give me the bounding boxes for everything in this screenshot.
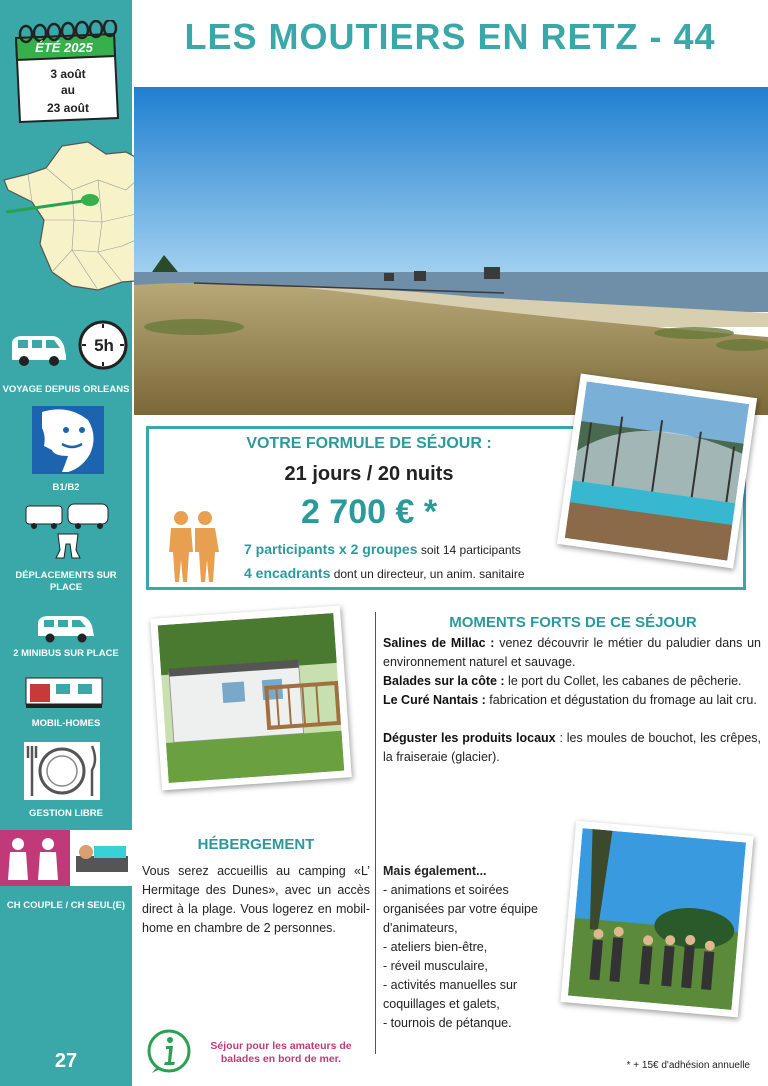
- highlight-item-text: le port du Collet, les cabanes de pêcherie.: [504, 674, 742, 688]
- minibus-icon: [34, 614, 98, 644]
- participants-total: soit 14 participants: [417, 543, 521, 557]
- lodging-label: MOBIL-HOMES: [31, 718, 101, 729]
- list-item: - animations et soirées: [383, 883, 509, 897]
- formula-duration: 21 jours / 20 nuits: [284, 463, 454, 485]
- lodging-title: HÉBERGEMENT: [197, 836, 315, 853]
- calendar-from: 3 août: [50, 67, 86, 81]
- calendar-season: ÉTÉ 2025: [35, 40, 93, 55]
- mobil-home-icon: [22, 674, 108, 712]
- highlight-item-text: venez découvrir le métier du paludier dans un environnement naturel et sauvage.: [383, 636, 761, 669]
- formula-staff: [244, 565, 525, 581]
- highlights-text: [383, 634, 761, 767]
- list-item: - ateliers bien-être,: [383, 940, 488, 954]
- highlight-item-title: Salines de Millac :: [383, 636, 495, 650]
- management-label: GESTION LIBRE: [29, 808, 103, 819]
- beach-photo: [134, 87, 768, 415]
- info-note-line: balades en bord de mer.: [220, 1053, 342, 1065]
- sidebar: [0, 0, 132, 1086]
- staff-count: 4 encadrants: [244, 565, 331, 581]
- participants-count: 7 participants x 2 groupes: [244, 541, 418, 557]
- clock-icon: [76, 318, 130, 372]
- footnote: * + 15€ d'adhésion annuelle: [626, 1060, 750, 1071]
- highlight-item: [383, 691, 761, 710]
- list-item: organisées par votre équipe: [383, 902, 538, 916]
- highlight-item: [383, 729, 761, 767]
- plate-cutlery-icon: [20, 740, 104, 802]
- highlight-item-title: Le Curé Nantais :: [383, 693, 486, 707]
- highlight-item-title: Balades sur la côte :: [383, 674, 505, 688]
- level-label: B1/B2: [52, 482, 80, 493]
- highlight-item: [383, 634, 761, 672]
- travel-label: VOYAGE DEPUIS ORLEANS: [2, 384, 130, 395]
- formula-heading: VOTRE FORMULE DE SÉJOUR :: [246, 435, 492, 452]
- highlight-item-text: : les moules de bouchot, les crêpes, la fraiseraie (glacier).: [383, 731, 761, 764]
- formula-participants: [244, 541, 521, 557]
- highlights-title: MOMENTS FORTS DE CE SÉJOUR: [449, 614, 697, 631]
- info-note-line: Séjour pour les amateurs de: [210, 1040, 352, 1052]
- list-item: - tournois de pétanque.: [383, 1016, 512, 1030]
- group-photo: [560, 821, 753, 1018]
- minibus-label: 2 MINIBUS SUR PLACE: [13, 648, 119, 659]
- staff-detail: dont un directeur, un anim. sanitaire: [330, 567, 525, 581]
- lodging-text: Vous serez accueillis au camping «L’ Hermitage des Dunes», avec un accès direct à la plage. Vous logerez en mobil-home en chambre de 2 personnes.: [142, 864, 370, 935]
- calendar-icon: [12, 20, 120, 126]
- rooms-label: CH COUPLE / CH SEUL(E): [6, 900, 126, 911]
- list-item: coquillages et galets,: [383, 997, 500, 1011]
- van-icon: [8, 332, 70, 368]
- column-divider: [375, 612, 376, 1054]
- mobil-home-photo: [150, 606, 352, 791]
- page-title: LES MOUTIERS EN RETZ - 44: [184, 16, 716, 57]
- cognitive-disability-icon: [32, 406, 104, 474]
- calendar-end: 23 août: [46, 101, 90, 115]
- formula-price: 2 700 € *: [300, 493, 438, 531]
- highlight-item-text: fabrication et dégustation du fromage au lait cru.: [485, 693, 757, 707]
- info-note: [200, 1040, 362, 1066]
- list-item: d'animateurs,: [383, 921, 458, 935]
- info-icon: [146, 1028, 192, 1074]
- travel-duration: 5h: [94, 336, 114, 355]
- pool-photo: [557, 373, 757, 568]
- transport-icon: [22, 500, 114, 562]
- highlight-item-title: Déguster les produits locaux: [383, 731, 556, 745]
- calendar-au: au: [60, 83, 76, 97]
- also-title: Mais également...: [383, 864, 487, 878]
- transport-label: DÉPLACEMENTS SUR PLACE: [15, 570, 117, 593]
- people-icon: [165, 508, 223, 584]
- highlight-item: [383, 672, 761, 691]
- list-item: - réveil musculaire,: [383, 959, 488, 973]
- page-number: 27: [54, 1050, 78, 1072]
- rooms-icon: [0, 830, 132, 886]
- list-item: - activités manuelles sur: [383, 978, 518, 992]
- also-list: [383, 862, 563, 1033]
